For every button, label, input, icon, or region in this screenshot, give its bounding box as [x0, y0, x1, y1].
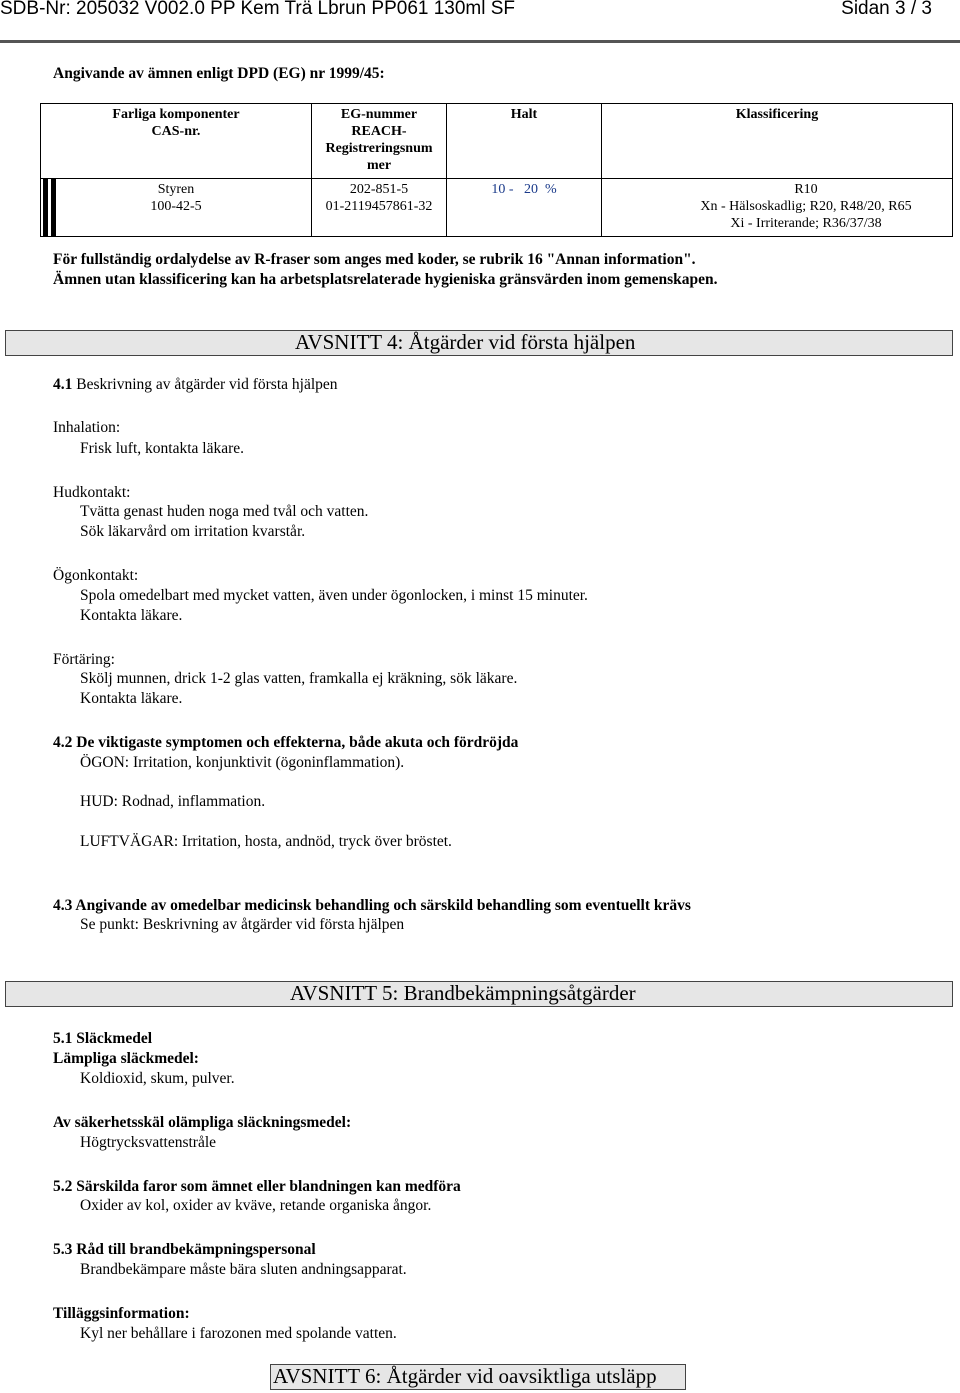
- inhalation-label: Inhalation:: [53, 419, 121, 436]
- page-number: Sidan 3 / 3: [841, 0, 932, 19]
- ogon-label: Ögonkontakt:: [53, 567, 139, 584]
- tillagg-label: Tilläggsinformation:: [53, 1305, 190, 1322]
- row-halt: 10 - 20 %: [447, 179, 602, 237]
- s42-luftvagar: LUFTVÄGAR: Irritation, hosta, andnöd, tryck över bröstet.: [80, 833, 452, 850]
- row-reach-number: 01-2119457861-32: [325, 199, 433, 214]
- header-halt: Halt: [447, 104, 602, 179]
- row-eg: [312, 179, 447, 237]
- lampliga-text: Koldioxid, skum, pulver.: [80, 1070, 235, 1087]
- fortaring-text-1: Skölj munnen, drick 1-2 glas vatten, framkalla ej kräkning, sök läkare.: [80, 670, 518, 687]
- section-6-title: AVSNITT 6: Åtgärder vid oavsiktliga utsläpp: [273, 1364, 657, 1388]
- document-reference: SDB-Nr: 205032 V002.0 PP Kem Trä Lbrun PP061 130ml SF: [0, 0, 516, 19]
- table-header-row: [41, 104, 953, 179]
- revision-marker: [41, 179, 61, 236]
- header-eg-line4: mer: [366, 158, 392, 173]
- s42-heading: 4.2 De viktigaste symptomen och effekterna, både akuta och fördröjda: [53, 734, 519, 751]
- row-klass-line3: Xi - Irriterande; R36/37/38: [730, 216, 882, 231]
- s52-text: Oxider av kol, oxider av kväve, retande organiska ångor.: [80, 1197, 432, 1214]
- fortaring-label: Förtäring:: [53, 651, 115, 668]
- s43-heading: 4.3 Angivande av omedelbar medicinsk behandling och särskild behandling som eventuellt krävs: [53, 897, 691, 914]
- row-substance-name: Styren: [157, 182, 195, 197]
- header-cas-line1: Farliga komponenter: [112, 107, 240, 122]
- lampliga-label: Lämpliga släckmedel:: [53, 1050, 199, 1067]
- section-5-title: AVSNITT 5: Brandbekämpningsåtgärder: [290, 981, 636, 1005]
- s41-title: Beskrivning av åtgärder vid första hjälpen: [72, 376, 338, 393]
- s51-heading: 5.1 Släckmedel: [53, 1030, 153, 1047]
- components-table: [40, 103, 953, 237]
- header-klass: Klassificering: [602, 104, 953, 179]
- header-eg-line2: REACH-: [351, 124, 407, 139]
- hud-label: Hudkontakt:: [53, 484, 131, 501]
- header-eg-line3: Registreringsnum: [325, 141, 433, 156]
- rphrase-note: För fullständig ordalydelse av R-fraser som anges med koder, se rubrik 16 "Annan information".: [53, 251, 696, 268]
- ogon-text-2: Kontakta läkare.: [80, 607, 183, 624]
- header-cas: [41, 104, 312, 179]
- table-row: [41, 179, 953, 237]
- header-eg-line1: EG-nummer: [340, 107, 418, 122]
- olampliga-label: Av säkerhetsskäl olämpliga släckningsmedel:: [53, 1114, 352, 1131]
- s42-ogon: ÖGON: Irritation, konjunktivit (ögoninflammation).: [80, 754, 405, 771]
- row-cas: [41, 179, 312, 237]
- s52-heading: 5.2 Särskilda faror som ämnet eller blandningen kan medföra: [53, 1178, 461, 1195]
- row-eg-number: 202-851-5: [349, 182, 409, 197]
- row-klass-line2: Xn - Hälsoskadlig; R20, R48/20, R65: [700, 199, 912, 214]
- header-cas-line2: CAS-nr.: [151, 124, 201, 139]
- hud-text-2: Sök läkarvård om irritation kvarstår.: [80, 523, 306, 540]
- unclassified-note: Ämnen utan klassificering kan ha arbetsplatsrelaterade hygieniska gränsvärden inom gemenskapen.: [53, 271, 718, 288]
- inhalation-text: Frisk luft, kontakta läkare.: [80, 440, 244, 457]
- fortaring-text-2: Kontakta läkare.: [80, 690, 183, 707]
- hud-text-1: Tvätta genast huden noga med tvål och vatten.: [80, 503, 369, 520]
- s41-number: 4.1: [53, 376, 73, 393]
- s41-heading: [53, 376, 338, 394]
- row-klass-line1: R10: [794, 182, 818, 197]
- header-divider: [0, 40, 960, 43]
- section-4-title: AVSNITT 4: Åtgärder vid första hjälpen: [295, 330, 636, 354]
- row-klass: [602, 179, 953, 237]
- s53-heading: 5.3 Råd till brandbekämpningspersonal: [53, 1241, 316, 1258]
- row-cas-number: 100-42-5: [150, 199, 202, 214]
- s43-text: Se punkt: Beskrivning av åtgärder vid första hjälpen: [80, 916, 405, 933]
- s53-text: Brandbekämpare måste bära sluten andningsapparat.: [80, 1261, 407, 1278]
- dpd-heading: Angivande av ämnen enligt DPD (EG) nr 1999/45:: [53, 65, 385, 82]
- olampliga-text: Högtrycksvattenstråle: [80, 1134, 217, 1151]
- s42-hud: HUD: Rodnad, inflammation.: [80, 793, 266, 810]
- ogon-text-1: Spola omedelbart med mycket vatten, även under ögonlocken, i minst 15 minuter.: [80, 587, 588, 604]
- header-eg: [312, 104, 447, 179]
- tillagg-text: Kyl ner behållare i farozonen med spolande vatten.: [80, 1325, 397, 1342]
